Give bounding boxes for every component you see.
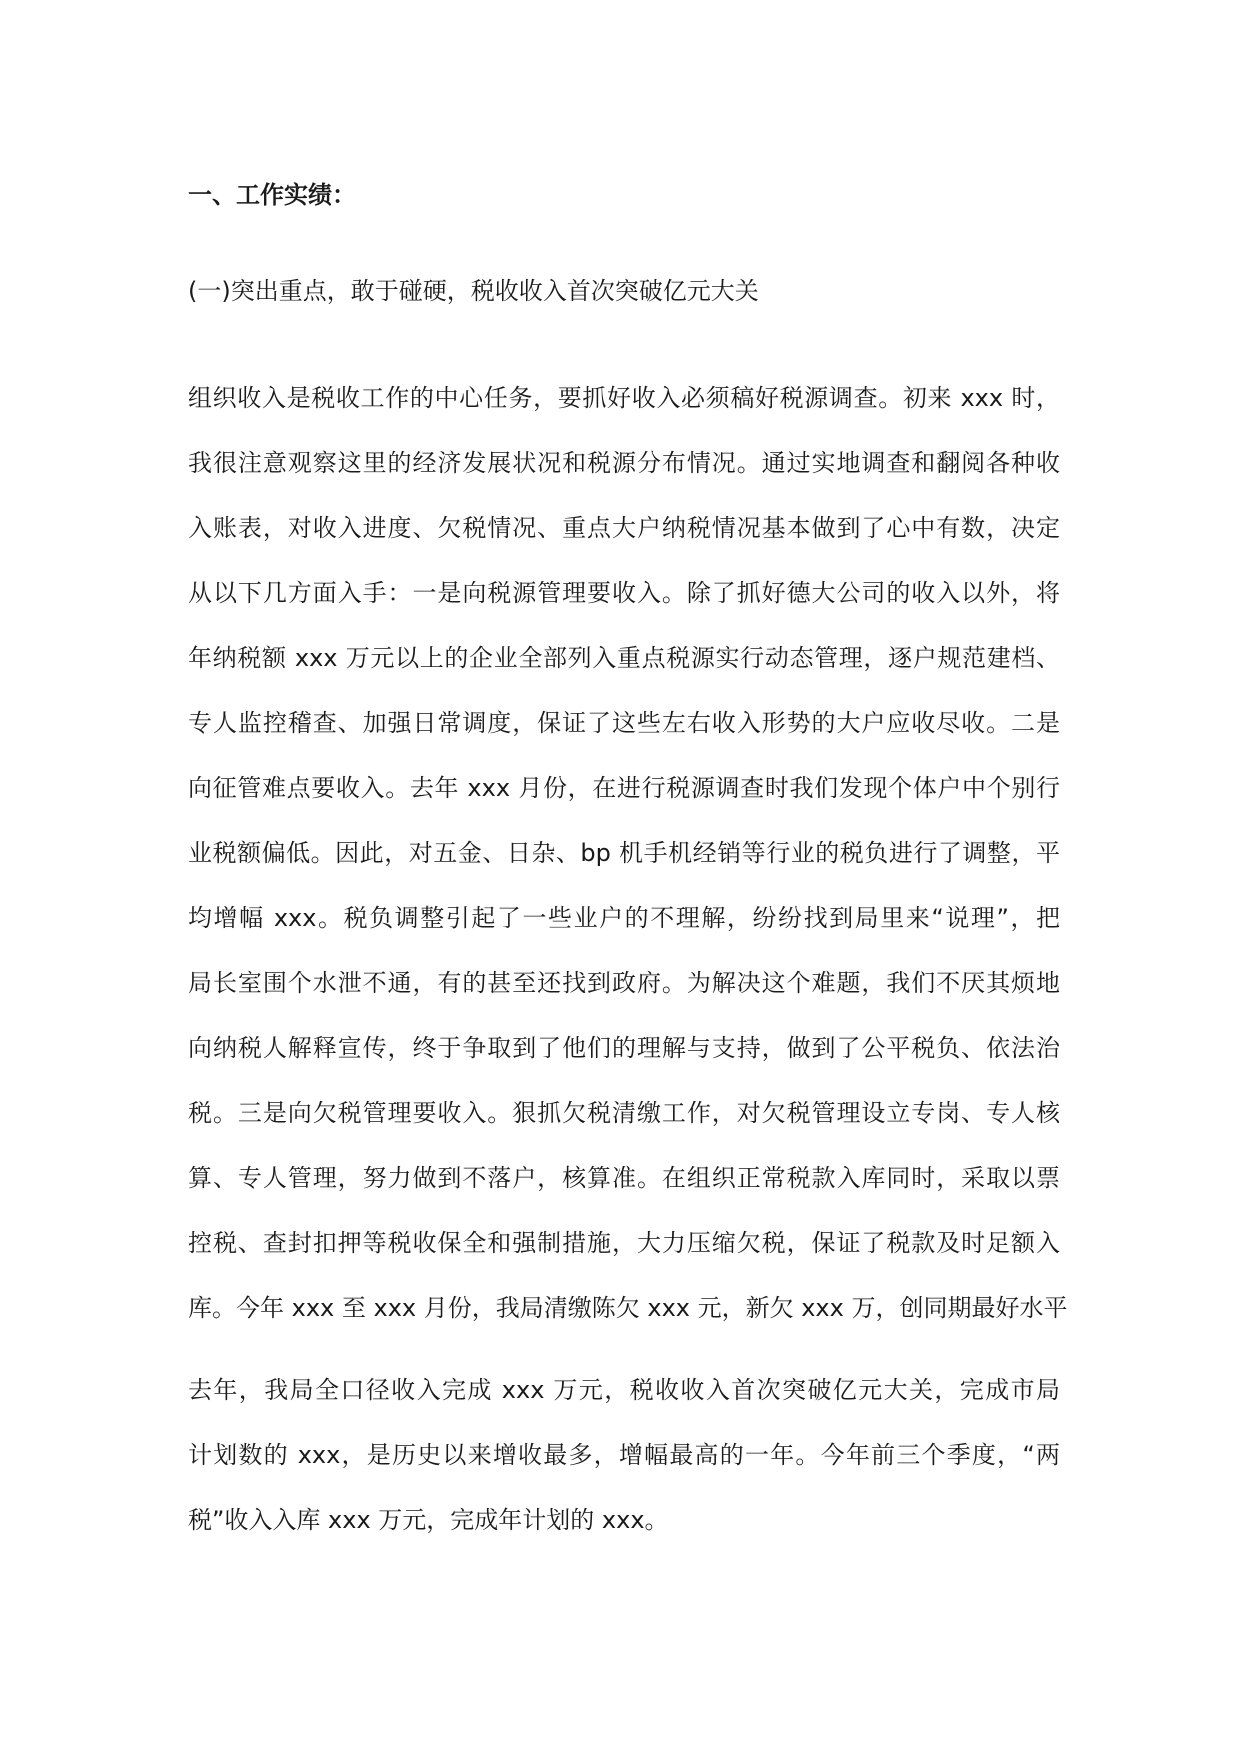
subsection-heading: (一)突出重点，敢于碰硬，税收收入首次突破亿元大关 xyxy=(188,277,759,305)
paragraph-line: 向征管难点要收入。去年 xxx 月份，在进行税源调查时我们发现个体户中个别行 xyxy=(188,774,1060,802)
paragraph-line: 计划数的 xxx，是历史以来增收最多，增幅最高的一年。今年前三个季度，“两 xyxy=(188,1441,1060,1469)
paragraph-line: 我很注意观察这里的经济发展状况和税源分布情况。通过实地调查和翻阅各种收 xyxy=(188,449,1060,477)
section-heading: 一、工作实绩： xyxy=(188,181,356,209)
paragraph-line: 税”收入入库 xxx 万元，完成年计划的 xxx。 xyxy=(188,1506,669,1534)
paragraph-line: 税。三是向欠税管理要收入。狠抓欠税清缴工作，对欠税管理设立专岗、专人核 xyxy=(188,1099,1060,1127)
paragraph-line: 均增幅 xxx。税负调整引起了一些业户的不理解，纷纷找到局里来“说理”，把 xyxy=(188,904,1060,932)
paragraph-line: 库。今年 xxx 至 xxx 月份，我局清缴陈欠 xxx 元，新欠 xxx 万，创同期最好水平 xyxy=(188,1294,1068,1322)
paragraph-line: 专人监控稽查、加强日常调度，保证了这些左右收入形势的大户应收尽收。二是 xyxy=(188,709,1060,737)
paragraph-1 xyxy=(188,366,1068,1341)
paragraph-line: 从以下几方面入手：一是向税源管理要收入。除了抓好德大公司的收入以外，将 xyxy=(188,579,1060,607)
paragraph-line: 局长室围个水泄不通，有的甚至还找到政府。为解决这个难题，我们不厌其烦地 xyxy=(188,969,1060,997)
paragraph-line: 年纳税额 xxx 万元以上的企业全部列入重点税源实行动态管理，逐户规范建档、 xyxy=(188,644,1060,672)
paragraph-line: 向纳税人解释宣传，终于争取到了他们的理解与支持，做到了公平税负、依法治 xyxy=(188,1034,1060,1062)
paragraph-line: 算、专人管理，努力做到不落户，核算准。在组织正常税款入库同时，采取以票 xyxy=(188,1164,1060,1192)
paragraph-line: 控税、查封扣押等税收保全和强制措施，大力压缩欠税，保证了税款及时足额入 xyxy=(188,1229,1060,1257)
paragraph-line: 组织收入是税收工作的中心任务，要抓好收入必须稿好税源调查。初来 xxx 时， xyxy=(188,384,1060,412)
paragraph-2 xyxy=(188,1358,1060,1553)
paragraph-line: 业税额偏低。因此，对五金、日杂、bp 机手机经销等行业的税负进行了调整，平 xyxy=(188,839,1060,867)
paragraph-line: 去年，我局全口径收入完成 xxx 万元，税收收入首次突破亿元大关，完成市局 xyxy=(188,1376,1060,1404)
paragraph-line: 入账表，对收入进度、欠税情况、重点大户纳税情况基本做到了心中有数，决定 xyxy=(188,514,1060,542)
